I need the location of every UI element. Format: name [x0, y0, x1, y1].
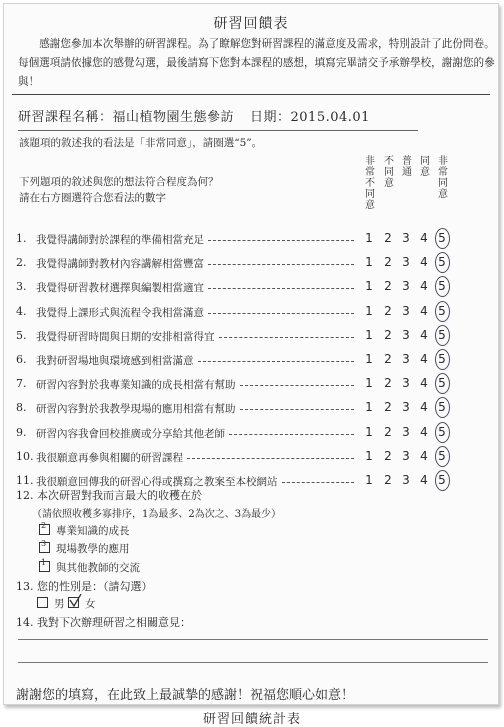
item-statement: 我對研習場地與環境感到相當滿意 — [36, 355, 194, 367]
item-statement: 我覺得上課形式與流程令我相當滿意 — [36, 306, 204, 319]
q12-option[interactable] — [39, 560, 140, 576]
score-option-4[interactable]: 4 — [420, 303, 428, 318]
score-option-3[interactable]: 3 — [402, 473, 410, 487]
checkbox[interactable] — [37, 597, 48, 608]
rating-item — [16, 447, 496, 467]
item-statement: 我覺得講師對於課程的準備相當充足 — [36, 234, 204, 246]
leader-dashes — [187, 458, 354, 459]
leader-dashes — [208, 240, 354, 241]
score-option-5[interactable]: 5 — [438, 255, 446, 270]
rating-item — [16, 374, 496, 394]
score-option-3[interactable]: 3 — [402, 327, 410, 342]
rating-item — [16, 423, 496, 443]
option-label: 男 — [54, 598, 65, 610]
scale-header-disagree: 不同意 — [384, 156, 394, 189]
score-option-1[interactable]: 1 — [365, 376, 373, 391]
selected-circle-icon — [435, 470, 450, 491]
score-option-3[interactable]: 3 — [402, 376, 410, 391]
score-option-2[interactable]: 2 — [384, 424, 392, 439]
gender-option-female[interactable] — [68, 596, 96, 612]
score-option-4[interactable]: 4 — [420, 448, 428, 463]
scale-header-agree: 同意 — [420, 156, 430, 178]
rating-item — [16, 277, 496, 297]
selected-circle-icon — [435, 301, 450, 322]
leader-dashes — [240, 409, 354, 410]
course-info — [18, 106, 370, 125]
rating-item — [16, 350, 496, 370]
item-number: 5. — [16, 328, 27, 342]
score-option-5[interactable]: 5 — [438, 376, 446, 391]
score-option-2[interactable]: 2 — [384, 231, 392, 245]
score-option-5[interactable]: 5 — [438, 400, 446, 415]
next-page-title: 研習回饋統計表 — [202, 712, 301, 727]
form-title: 研習回饋表 — [213, 16, 289, 32]
option-label: 與其他教師的交流 — [56, 562, 140, 574]
q14-title: 14. 我對下次辦理研習之相關意見： — [16, 616, 191, 629]
selected-circle-icon — [435, 349, 450, 370]
score-option-1[interactable]: 1 — [365, 424, 373, 439]
rank-box[interactable]: 3 — [39, 542, 50, 553]
item-number: 6. — [16, 353, 27, 366]
item-statement: 我很願意回傳我的研習心得或撰寫之教案至本校網站 — [36, 476, 278, 488]
score-option-3[interactable]: 3 — [402, 279, 410, 294]
score-option-2[interactable]: 2 — [384, 279, 392, 294]
score-option-3[interactable]: 3 — [402, 231, 410, 245]
score-option-1[interactable]: 1 — [365, 327, 373, 342]
score-option-1[interactable]: 1 — [365, 279, 373, 294]
divider — [12, 94, 490, 95]
answer-line[interactable] — [18, 662, 488, 663]
selected-circle-icon — [435, 422, 450, 443]
leader-dashes — [208, 313, 354, 314]
rating-item — [16, 398, 496, 418]
check-mark-icon — [68, 594, 82, 608]
score-option-4[interactable]: 4 — [420, 352, 428, 366]
score-option-1[interactable]: 1 — [365, 255, 373, 270]
selected-circle-icon — [435, 252, 450, 273]
leader-dashes — [208, 264, 354, 265]
item-statement: 我覺得研習時間與日期的安排相當得宜 — [36, 330, 215, 343]
score-option-2[interactable]: 2 — [384, 376, 392, 391]
q13-title: 13. 您的性別是：（請勾選） — [16, 580, 153, 593]
course-date: 日期：2015.04.01 — [250, 110, 370, 125]
score-option-3[interactable]: 3 — [402, 352, 410, 366]
selected-circle-icon — [435, 325, 450, 346]
score-option-4[interactable]: 4 — [420, 473, 428, 487]
scale-instruction: 該題項的敘述我的看法是「非常同意」，請圈選“5”。 — [19, 137, 263, 149]
rank-box[interactable]: 2 — [39, 524, 50, 535]
selected-circle-icon — [435, 276, 450, 297]
rating-item — [16, 302, 496, 322]
scale-header-neutral: 普通 — [402, 156, 412, 178]
gender-option-male[interactable] — [37, 596, 65, 612]
leader-dashes — [240, 385, 354, 386]
score-option-2[interactable]: 2 — [384, 473, 392, 487]
feedback-form — [3, 3, 499, 705]
leader-dashes — [282, 482, 354, 483]
score-option-1[interactable]: 1 — [365, 400, 373, 415]
selected-circle-icon — [435, 373, 450, 394]
rating-item — [16, 326, 496, 346]
item-number: 11. — [16, 474, 34, 487]
item-number: 2. — [16, 256, 27, 270]
intro-text: 感謝您參加本次舉辦的研習課程。為了瞭解您對研習課程的滿意度及需求，特別設計了此份問卷。每個選項請依據您的感覺勾選，最後請寫下您對本課程的感想，填寫完畢請交予承辦學校，謝謝您的參與！ — [18, 38, 495, 88]
selected-circle-icon — [435, 446, 450, 467]
score-option-3[interactable]: 3 — [402, 448, 410, 463]
score-option-4[interactable]: 4 — [420, 400, 428, 415]
score-option-3[interactable]: 3 — [402, 255, 410, 270]
scale-header-strongly-disagree: 非常不同意 — [365, 156, 375, 211]
item-number: 10. — [16, 449, 34, 463]
option-label: 專業知識的成長 — [56, 525, 130, 537]
item-number: 1. — [16, 232, 27, 245]
item-statement: 我覺得研習教材選擇與編製相當適宜 — [36, 282, 204, 295]
thank-you-note: 謝謝您的填寫，在此致上最誠摯的感謝！祝福您順心如意！ — [16, 688, 355, 703]
item-statement: 研習內容我會回校推廣或分享給其他老師 — [36, 427, 225, 440]
score-option-4[interactable]: 4 — [420, 327, 428, 342]
score-option-5[interactable]: 5 — [438, 327, 446, 342]
divider — [18, 130, 418, 131]
option-label: 女 — [85, 598, 96, 610]
selected-circle-icon — [435, 397, 450, 418]
leader-dashes — [198, 361, 354, 362]
score-option-5[interactable]: 5 — [438, 448, 446, 463]
score-option-2[interactable]: 2 — [384, 352, 392, 366]
score-option-5[interactable]: 5 — [438, 424, 446, 439]
score-option-4[interactable]: 4 — [420, 231, 428, 245]
rating-item — [16, 229, 496, 249]
rating-item — [16, 253, 496, 273]
q12-option[interactable] — [39, 541, 130, 557]
score-option-2[interactable]: 2 — [384, 327, 392, 342]
item-statement: 我覺得講師對教材內容講解相當豐富 — [36, 258, 204, 271]
score-option-4[interactable]: 4 — [420, 279, 428, 294]
item-statement: 我很願意再參與相關的研習課程 — [36, 451, 183, 464]
intro-paragraph — [18, 35, 498, 92]
scale-header-strongly-agree: 非常同意 — [438, 156, 448, 200]
score-option-3[interactable]: 3 — [402, 400, 410, 415]
checkbox[interactable] — [68, 597, 79, 608]
score-option-4[interactable]: 4 — [420, 255, 428, 270]
score-option-4[interactable]: 4 — [420, 376, 428, 391]
score-option-4[interactable]: 4 — [420, 424, 428, 439]
score-option-5[interactable]: 5 — [438, 473, 446, 487]
item-statement: 研習內容對於我教學現場的應用相當有幫助 — [36, 403, 236, 416]
score-option-5[interactable]: 5 — [438, 352, 446, 366]
answer-line[interactable] — [18, 639, 488, 640]
q12-subtitle: （請依照收穫多寡排序，1為最多、2為次之、3為最少） — [32, 509, 282, 520]
selected-circle-icon — [435, 228, 450, 249]
score-option-2[interactable]: 2 — [384, 448, 392, 463]
rank-box[interactable]: 1 — [39, 561, 50, 572]
score-option-1[interactable]: 1 — [365, 303, 373, 318]
q12-title: 12. 本次研習對我而言最大的收穫在於 — [16, 489, 202, 502]
q12-option[interactable] — [39, 523, 130, 539]
question-heading-2: 請在右方圈選符合您看法的數字 — [19, 192, 166, 204]
question-heading-1: 下列題項的敘述與您的想法符合程度為何？ — [19, 176, 219, 188]
option-label: 現場教學的應用 — [56, 543, 130, 555]
score-option-2[interactable]: 2 — [384, 303, 392, 318]
item-number: 8. — [16, 401, 27, 415]
item-number: 4. — [16, 304, 27, 318]
item-number: 3. — [16, 280, 27, 294]
score-option-1[interactable]: 1 — [365, 448, 373, 463]
score-option-5[interactable]: 5 — [438, 231, 446, 245]
course-name: 研習課程名稱：福山植物園生態參訪 — [18, 110, 235, 125]
leader-dashes — [229, 434, 354, 435]
score-option-1[interactable]: 1 — [365, 473, 373, 487]
item-statement: 研習內容對於我專業知識的成長相當有幫助 — [36, 379, 236, 392]
score-option-5[interactable]: 5 — [438, 279, 446, 294]
score-option-5[interactable]: 5 — [438, 303, 446, 318]
score-option-2[interactable]: 2 — [384, 400, 392, 415]
leader-dashes — [208, 288, 354, 289]
score-option-3[interactable]: 3 — [402, 424, 410, 439]
score-option-1[interactable]: 1 — [365, 352, 373, 366]
item-number: 9. — [16, 425, 27, 439]
score-option-1[interactable]: 1 — [365, 231, 373, 245]
score-option-3[interactable]: 3 — [402, 303, 410, 318]
score-option-2[interactable]: 2 — [384, 255, 392, 270]
leader-dashes — [219, 337, 354, 338]
item-number: 7. — [16, 377, 27, 391]
